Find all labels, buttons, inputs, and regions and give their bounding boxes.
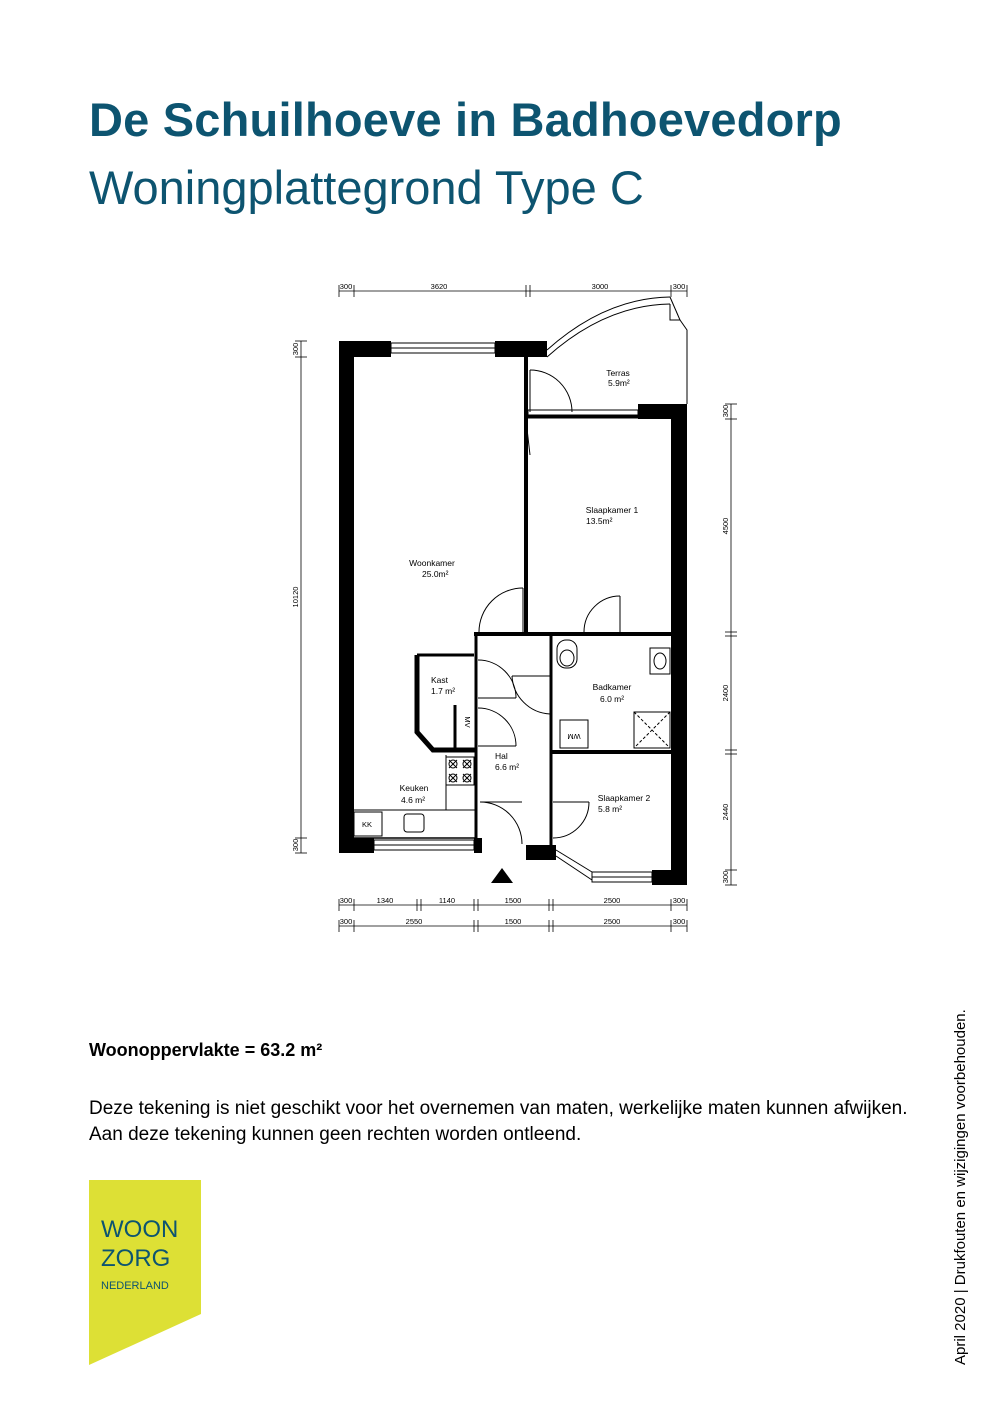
dim-top-0: 300: [339, 282, 353, 291]
room-terras-name: Terras: [606, 368, 630, 378]
logo-text-woon: WOON: [101, 1216, 179, 1243]
room-woonkamer-name: Woonkamer: [409, 558, 455, 568]
room-slaapkamer1-name: Slaapkamer 1: [585, 505, 639, 515]
dim-right-2: 2400: [721, 684, 730, 702]
page-subtitle: Woningplattegrond Type C: [89, 161, 644, 214]
interior-walls: [354, 417, 674, 846]
room-badkamer-area: 6.0 m²: [600, 694, 625, 704]
dim-bottom1-5: 300: [672, 896, 686, 905]
dim-bottom2-1: 2550: [405, 917, 423, 926]
dim-top-2: 3000: [591, 282, 609, 291]
disclaimer-text: Deze tekening is niet geschikt voor het overnemen van maten, werkelijke maten kunnen afwijken. Aan deze tekening kunnen geen rechten worden ontleend.: [89, 1098, 908, 1145]
dim-right-3: 2440: [721, 803, 730, 821]
dim-left-1: 10120: [291, 586, 300, 608]
dimension-ticks: [295, 285, 737, 932]
side-note: April 2020 | Drukfouten en wijzigingen voorbehouden.: [952, 1009, 969, 1365]
room-slaapkamer2-name: Slaapkamer 2: [597, 793, 651, 803]
room-slaapkamer1-area: 13.5m²: [586, 516, 613, 526]
room-woonkamer-area: 25.0m²: [422, 569, 449, 579]
room-badkamer-name: Badkamer: [592, 682, 632, 692]
page-title: De Schuilhoeve in Badhoevedorp: [89, 93, 842, 146]
walls: [339, 341, 687, 885]
dim-bottom2-4: 300: [672, 917, 686, 926]
dim-bottom2-0: 300: [339, 917, 353, 926]
dim-left-2: 300: [291, 838, 300, 852]
room-terras-area: 5.9m²: [608, 378, 630, 388]
entrance-arrow-icon: [491, 868, 513, 883]
dim-bottom1-4: 2500: [603, 896, 621, 905]
fixtures: [354, 640, 670, 836]
dim-bottom1-3: 1500: [504, 896, 522, 905]
dimension-labels: [291, 282, 730, 926]
room-keuken-area: 4.6 m²: [401, 795, 426, 805]
dim-top-3: 300: [672, 282, 686, 291]
dim-bottom1-0: 300: [339, 896, 353, 905]
fixture-mv: MV: [463, 716, 472, 728]
dimension-lines: [301, 291, 731, 926]
room-hal-area: 6.6 m²: [495, 762, 520, 772]
room-kast-name: Kast: [431, 675, 449, 685]
room-slaapkamer2-area: 5.8 m²: [598, 804, 623, 814]
room-kast-area: 1.7 m²: [431, 686, 456, 696]
dim-bottom1-1: 1340: [376, 896, 394, 905]
woonzorg-logo: [89, 1180, 201, 1365]
dim-right-4: 300: [721, 870, 730, 884]
fixture-wm: WM: [567, 732, 581, 741]
logo-text-zorg: ZORG: [101, 1245, 171, 1272]
fixture-kk: KK: [362, 820, 373, 829]
dim-top-1: 3620: [430, 282, 448, 291]
dim-right-0: 300: [721, 404, 730, 418]
dim-left-0: 300: [291, 342, 300, 356]
dim-bottom1-2: 1140: [438, 896, 456, 905]
logo-text-nederland: NEDERLAND: [101, 1280, 169, 1292]
dim-bottom2-3: 2500: [603, 917, 621, 926]
dim-right-1: 4500: [721, 517, 730, 535]
living-area-label: Woonoppervlakte = 63.2 m²: [89, 1040, 323, 1060]
dim-bottom2-2: 1500: [504, 917, 522, 926]
room-hal-name: Hal: [495, 751, 508, 761]
room-keuken-name: Keuken: [399, 783, 429, 793]
